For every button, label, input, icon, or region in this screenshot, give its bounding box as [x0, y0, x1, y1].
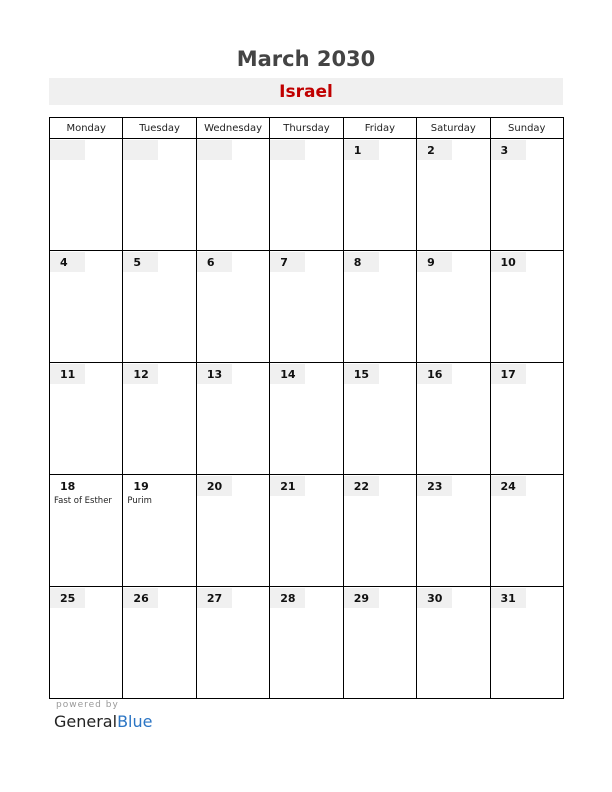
weekday-saturday: Saturday [417, 118, 490, 139]
day-cell [196, 251, 269, 363]
day-cell [490, 475, 563, 587]
week-row [50, 363, 564, 475]
day-number: 11 [50, 364, 85, 384]
day-number: 7 [270, 252, 305, 272]
holiday-label: Purim [127, 496, 152, 506]
day-number: 8 [344, 252, 379, 272]
calendar-grid [49, 117, 564, 699]
day-cell [270, 251, 343, 363]
day-cell [417, 363, 490, 475]
day-number: 19 [133, 480, 149, 493]
day-cell [343, 363, 416, 475]
brand-blue: Blue [117, 712, 153, 731]
calendar-title: March 2030 [236, 47, 376, 71]
day-number: 21 [270, 476, 305, 496]
day-cell [490, 363, 563, 475]
day-number: 22 [344, 476, 379, 496]
day-number: 3 [491, 140, 526, 160]
day-cell [123, 363, 196, 475]
day-cell [417, 139, 490, 251]
day-cell [50, 251, 123, 363]
empty-day-cell [270, 139, 343, 251]
day-cell [343, 587, 416, 699]
week-row [50, 475, 564, 587]
day-cell [490, 139, 563, 251]
weekday-tuesday: Tuesday [123, 118, 196, 139]
generalblue-logo [54, 712, 152, 731]
day-number: 17 [491, 364, 526, 384]
day-number [197, 140, 232, 160]
calendar-body [50, 139, 564, 699]
brand-general: General [54, 712, 118, 731]
day-cell [123, 251, 196, 363]
day-cell [490, 251, 563, 363]
day-number: 10 [491, 252, 526, 272]
day-cell [417, 475, 490, 587]
day-cell [50, 587, 123, 699]
day-number: 20 [197, 476, 232, 496]
day-cell [196, 475, 269, 587]
empty-day-cell [196, 139, 269, 251]
day-cell [343, 139, 416, 251]
day-cell [270, 363, 343, 475]
day-number: 16 [417, 364, 452, 384]
day-cell [123, 475, 196, 587]
day-number: 18 [60, 480, 76, 493]
weekday-thursday: Thursday [270, 118, 343, 139]
day-cell [343, 251, 416, 363]
day-cell [343, 475, 416, 587]
day-number: 24 [491, 476, 526, 496]
day-number: 29 [344, 588, 379, 608]
country-banner [49, 78, 563, 105]
day-number: 14 [270, 364, 305, 384]
day-number: 25 [50, 588, 85, 608]
empty-day-cell [50, 139, 123, 251]
day-number: 31 [491, 588, 526, 608]
day-number [123, 140, 158, 160]
day-cell [50, 363, 123, 475]
day-number: 6 [197, 252, 232, 272]
holiday-label: Fast of Esther [54, 496, 112, 506]
day-number: 30 [417, 588, 452, 608]
day-cell [270, 475, 343, 587]
day-number: 28 [270, 588, 305, 608]
weekday-friday: Friday [343, 118, 416, 139]
day-number: 9 [417, 252, 452, 272]
day-cell [50, 475, 123, 587]
day-number: 27 [197, 588, 232, 608]
day-cell [196, 363, 269, 475]
week-row [50, 587, 564, 699]
day-cell [417, 587, 490, 699]
day-number: 4 [50, 252, 85, 272]
powered-by-label: powered by [56, 700, 119, 710]
day-number: 12 [123, 364, 158, 384]
day-cell [417, 251, 490, 363]
week-row [50, 139, 564, 251]
day-number [50, 140, 85, 160]
country-name: Israel [279, 82, 333, 102]
weekday-wednesday: Wednesday [196, 118, 269, 139]
day-number: 23 [417, 476, 452, 496]
week-row [50, 251, 564, 363]
day-number: 2 [417, 140, 452, 160]
day-number: 26 [123, 588, 158, 608]
day-number: 15 [344, 364, 379, 384]
day-number [270, 140, 305, 160]
weekday-sunday: Sunday [490, 118, 563, 139]
empty-day-cell [123, 139, 196, 251]
day-cell [490, 587, 563, 699]
day-cell [196, 587, 269, 699]
day-cell [270, 587, 343, 699]
day-number: 5 [123, 252, 158, 272]
day-number: 1 [344, 140, 379, 160]
weekday-monday: Monday [50, 118, 123, 139]
day-number: 13 [197, 364, 232, 384]
weekday-header-row [50, 118, 564, 139]
day-cell [123, 587, 196, 699]
